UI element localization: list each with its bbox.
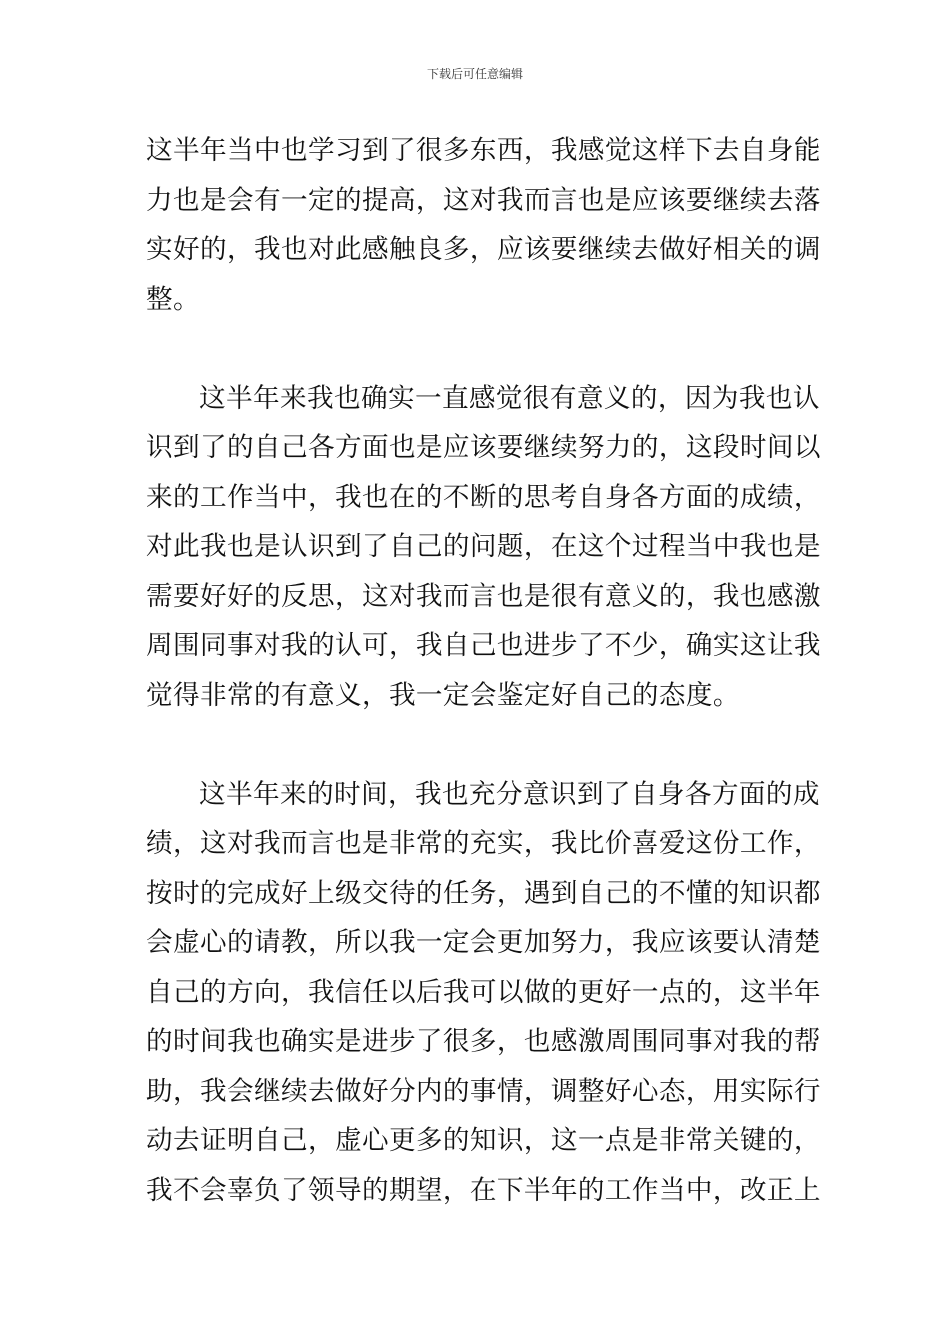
paragraph-line: 助，我会继续去做好分内的事情，调整好心态，用实际行	[146, 1075, 821, 1107]
paragraph-line: 绩，这对我而言也是非常的充实，我比价喜爱这份工作，	[146, 828, 821, 859]
paragraph-line: 的时间我也确实是进步了很多，也感激周围同事对我的帮	[146, 1026, 821, 1057]
paragraph-line: 动去证明自己，虚心更多的知识，这一点是非常关键的，	[146, 1125, 821, 1156]
paragraph-line: 来的工作当中，我也在的不断的思考自身各方面的成绩，	[146, 481, 821, 513]
paragraph-line: 实好的，我也对此感触良多，应该要继续去做好相关的调	[146, 234, 821, 265]
paragraph-line: 对此我也是认识到了自己的问题，在这个过程当中我也是	[146, 531, 821, 562]
page-header: 下载后可任意编辑	[426, 67, 523, 81]
paragraph-line: 力也是会有一定的提高，这对我而言也是应该要继续去落	[146, 184, 821, 216]
paragraph-first-line: 这半年来我也确实一直感觉很有意义的，因为我也认	[199, 382, 820, 414]
paragraph-line: 识到了的自己各方面也是应该要继续努力的，这段时间以	[146, 432, 821, 463]
paragraph-3	[146, 770, 821, 1216]
paragraph-line: 这半年当中也学习到了很多东西，我感觉这样下去自身能	[146, 135, 821, 166]
paragraph-line: 我不会辜负了领导的期望，在下半年的工作当中，改正上	[146, 1174, 821, 1206]
paragraph-line: 整。	[146, 283, 200, 315]
paragraph-2	[146, 374, 821, 721]
paragraph-first-line: 这半年来的时间，我也充分意识到了自身各方面的成	[199, 778, 820, 810]
paragraph-line: 需要好好的反思，这对我而言也是很有意义的，我也感激	[146, 580, 821, 612]
paragraph-spacer	[146, 720, 810, 770]
paragraph-line: 会虚心的请教，所以我一定会更加努力，我应该要认清楚	[146, 927, 821, 958]
paragraph-spacer	[146, 324, 810, 374]
paragraph-line: 觉得非常的有意义，我一定会鉴定好自己的态度。	[146, 679, 740, 711]
paragraph-line: 按时的完成好上级交待的任务，遇到自己的不懂的知识都	[146, 877, 821, 909]
paragraph-line: 周围同事对我的认可，我自己也进步了不少，确实这让我	[146, 630, 821, 661]
paragraph-1	[146, 126, 821, 324]
paragraph-line: 自己的方向，我信任以后我可以做的更好一点的，这半年	[146, 976, 821, 1008]
document-body	[146, 126, 821, 1215]
